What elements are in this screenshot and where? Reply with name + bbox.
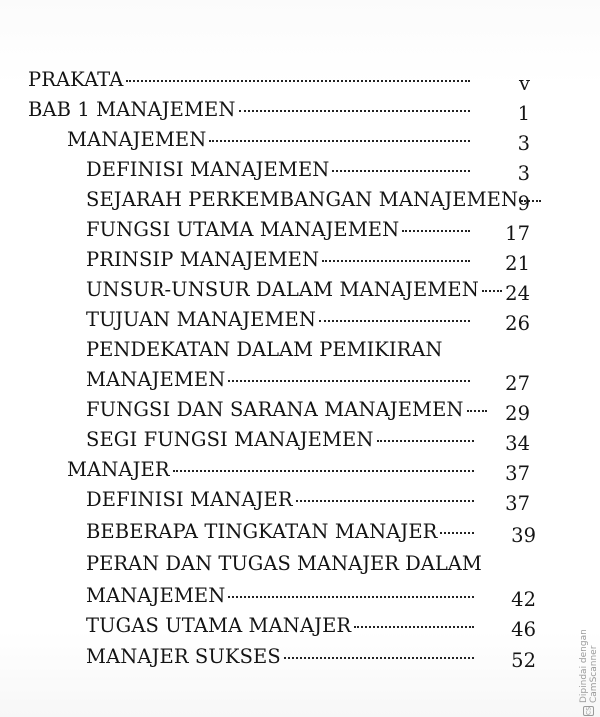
toc-entry-title: SEJARAH PERKEMBANGAN MANAJEMEN <box>86 188 519 211</box>
toc-entry-prakata <box>28 68 472 98</box>
toc-entry-page: 37 <box>505 462 530 485</box>
toc-entry-peran-line1: PERAN DAN TUGAS MANAJER DALAM <box>86 552 482 575</box>
toc-entry-bab1 <box>28 98 472 128</box>
dot-leader <box>467 409 487 412</box>
dot-leader <box>319 319 470 322</box>
toc-entry-page: 24 <box>505 282 530 305</box>
toc-entry-manajer-sukses <box>86 645 476 675</box>
dot-leader <box>402 229 470 232</box>
toc-entry-definisi-manajemen <box>86 158 472 188</box>
toc-entry-page: 42 <box>511 588 536 611</box>
toc-entry-page: 27 <box>505 372 530 395</box>
toc-entry-page: 37 <box>505 492 530 515</box>
toc-entry-page: 17 <box>505 222 530 245</box>
dot-leader <box>209 139 470 142</box>
toc-entry-page: 3 <box>517 162 530 185</box>
toc-entry-page: 26 <box>505 312 530 335</box>
toc-entry-pendekatan-line1: PENDEKATAN DALAM PEMIKIRAN <box>86 338 443 361</box>
dot-leader <box>440 531 474 534</box>
toc-entry-title: PRAKATA <box>28 68 124 91</box>
toc-entry-title: MANAJEMEN <box>86 584 226 607</box>
toc-entry-title: MANAJER <box>67 458 170 481</box>
dot-leader <box>354 625 474 628</box>
toc-entry-peran <box>86 584 476 614</box>
toc-entry-fungsi-sarana <box>86 398 476 428</box>
toc-entry-page: 21 <box>505 252 530 275</box>
toc-entry-title: BEBERAPA TINGKATAN MANAJER <box>86 520 438 543</box>
toc-entry-tujuan <box>86 308 472 338</box>
toc-entry-page: 3 <box>517 132 530 155</box>
toc-entry-tingkatan <box>86 520 476 550</box>
dot-leader <box>228 379 470 382</box>
toc-entry-page: 52 <box>511 649 536 672</box>
toc-entry-title: MANAJEMEN <box>67 128 207 151</box>
dot-leader <box>228 595 474 598</box>
toc-entry-page: 39 <box>511 524 536 547</box>
toc-entry-title: TUJUAN MANAJEMEN <box>86 308 317 331</box>
toc-entry-segi-fungsi <box>86 428 476 458</box>
toc-entry-definisi-manajer <box>86 488 476 518</box>
dot-leader <box>239 109 470 112</box>
dot-leader <box>322 259 470 262</box>
toc-entry-title: DEFINISI MANAJEMEN <box>86 158 330 181</box>
toc-entry-title: BAB 1 MANAJEMEN <box>28 98 236 121</box>
toc-entry-page: 1 <box>517 102 530 125</box>
toc-entry-unsur <box>86 278 479 308</box>
toc-entry-sejarah <box>86 188 519 218</box>
toc-entry-page: v <box>518 72 530 95</box>
dot-leader <box>126 79 470 82</box>
toc-entry-title: TUGAS UTAMA MANAJER <box>86 614 352 637</box>
toc-entry-manajemen <box>67 128 472 158</box>
toc-entry-tugas-utama <box>86 614 476 644</box>
toc-entry-title: FUNGSI DAN SARANA MANAJEMEN <box>86 398 464 421</box>
toc-entry-page: 34 <box>505 432 530 455</box>
toc-entry-page: 29 <box>505 402 530 425</box>
toc-entry-prinsip <box>86 248 472 278</box>
toc-entry-title: MANAJEMEN <box>86 368 226 391</box>
toc-entry-pendekatan <box>86 368 472 398</box>
toc-entry-page: 9 <box>517 192 530 215</box>
camscanner-icon: CS <box>585 707 593 715</box>
dot-leader <box>296 499 474 502</box>
toc-entry-title: MANAJER SUKSES <box>86 645 281 668</box>
toc-entry-manajer <box>67 458 476 488</box>
toc-entry-title: DEFINISI MANAJER <box>86 488 293 511</box>
scanner-watermark-text: Dipindai dengan CamScanner <box>579 629 599 703</box>
toc-entry-title: FUNGSI UTAMA MANAJEMEN <box>86 218 400 241</box>
dot-leader <box>284 656 474 659</box>
toc-entry-title: SEGI FUNGSI MANAJEMEN <box>86 428 374 451</box>
dot-leader <box>173 469 474 472</box>
toc-entry-title: UNSUR-UNSUR DALAM MANAJEMEN <box>86 278 479 301</box>
dot-leader <box>332 169 470 172</box>
dot-leader <box>377 439 474 442</box>
toc-entry-page: 46 <box>511 618 536 641</box>
toc-entry-title: PRINSIP MANAJEMEN <box>86 248 320 271</box>
scanner-watermark <box>579 586 599 716</box>
toc-entry-fungsi-utama <box>86 218 472 248</box>
